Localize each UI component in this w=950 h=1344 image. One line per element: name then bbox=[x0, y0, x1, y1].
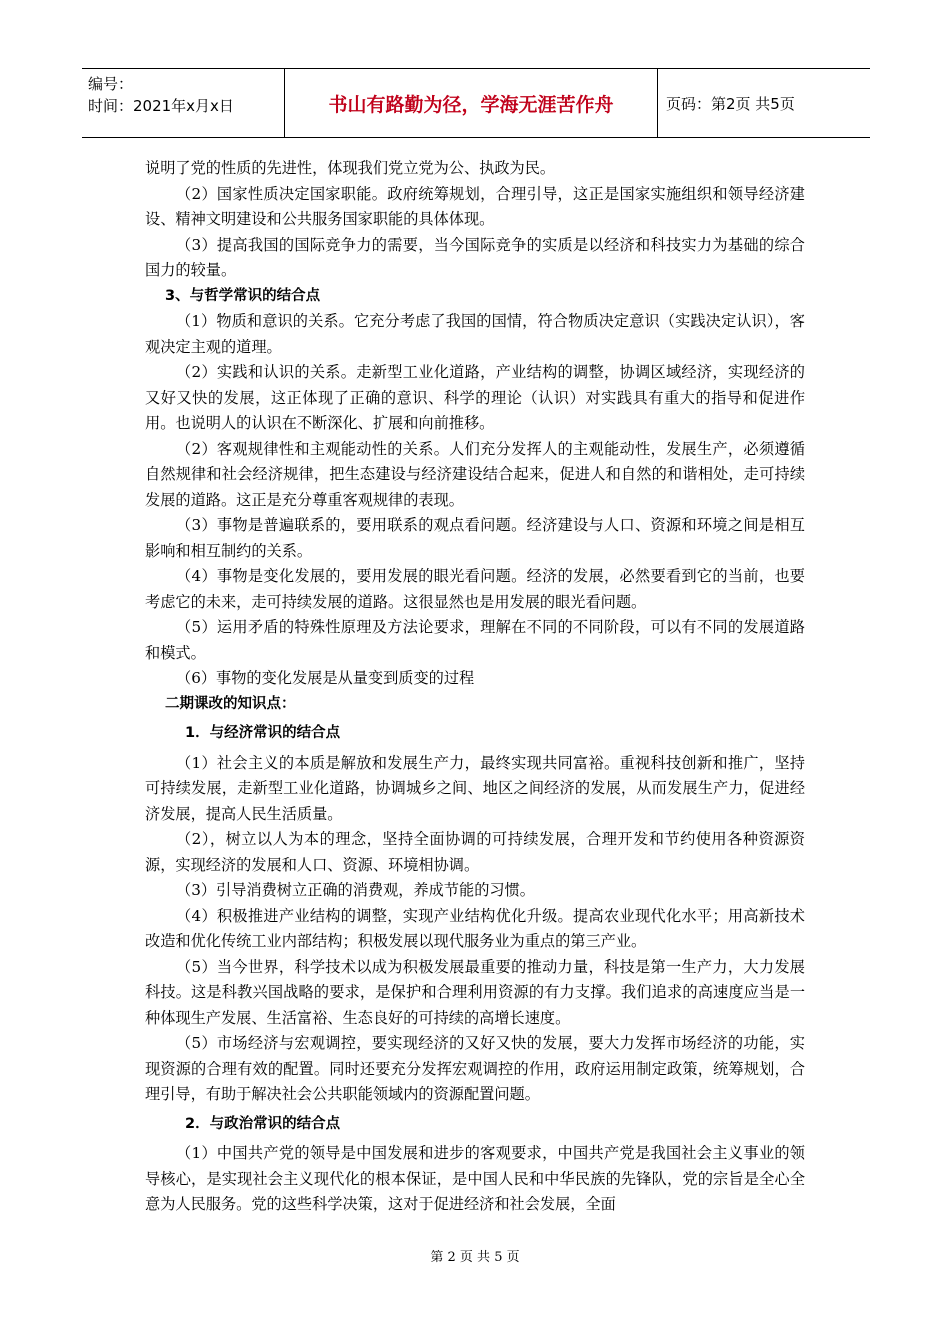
section-heading: 3、与哲学常识的结合点 bbox=[165, 287, 321, 304]
body-paragraph: （6）事物的变化发展是从量变到质变的过程 bbox=[176, 669, 475, 687]
header-page-label: 页码：第2页 共5页 bbox=[666, 94, 795, 113]
body-paragraph: （4）积极推进产业结构的调整，实现产业结构优化升级。提高农业现代化水平；用高新技术改造和优化传统工业内部结构；积极发展以现代服务业为重点的第三产业。 bbox=[145, 906, 805, 950]
subsection-heading: 1．与经济常识的结合点 bbox=[185, 725, 341, 741]
body-paragraph-continued: 说明了党的性质的先进性，体现我们党立党为公、执政为民。 bbox=[145, 159, 556, 177]
body-paragraph: （2）实践和认识的关系。走新型工业化道路，产业结构的调整，协调区域经济，实现经济的又好又快的发展，这正体现了正确的意识、科学的理论（认识）对实践具有重大的指导和促进作用。也说明人的认识在不断深化、扩展和向前推移。 bbox=[145, 363, 805, 432]
body-paragraph: （2），树立以人为本的理念，坚持全面协调的可持续发展，合理开发和节约使用各种资源资源，实现经济的发展和人口、资源、环境相协调。 bbox=[145, 830, 805, 874]
body-paragraph: （2）客观规律性和主观能动性的关系。人们充分发挥人的主观能动性，发展生产，必须遵循自然规律和社会经济规律，把生态建设与经济建设结合起来，促进人和自然的和谐相处，走可持续发展的道路。这正是充分尊重客观规律的表现。 bbox=[145, 439, 805, 509]
document-body bbox=[145, 156, 805, 1218]
body-paragraph: （5）当今世界，科学技术以成为积极发展最重要的推动力量，科技是第一生产力，大力发展科技。这是科教兴国战略的要求，是保护和合理利用资源的有力支撑。我们追求的高速度应当是一种体现生产发展、生活富裕、生态良好的可持续的高增长速度。 bbox=[145, 957, 805, 1027]
body-paragraph: （3）引导消费树立正确的消费观，养成节能的习惯。 bbox=[176, 881, 535, 899]
subsection-heading: 2．与政治常识的结合点 bbox=[185, 1115, 341, 1132]
body-paragraph: （5）市场经济与宏观调控，要实现经济的又好又快的发展，要大力发挥市场经济的功能，实现资源的合理有效的配置。同时还要充分发挥宏观调控的作用，政府运用制定政策，统筹规划，合理引导，有助于解决社会公共职能领域内的资源配置问题。 bbox=[145, 1034, 805, 1103]
body-paragraph: （1）中国共产党的领导是中国发展和进步的客观要求，中国共产党是我国社会主义事业的领导核心，是实现社会主义现代化的根本保证，是中国人民和中华民族的先锋队，党的宗旨是全心全意为人民服务。党的这些科学决策，这对于促进经济和社会发展，全面 bbox=[145, 1144, 805, 1213]
body-paragraph: （1）物质和意识的关系。它充分考虑了我国的国情，符合物质决定意识（实践决定认识），客观决定主观的道理。 bbox=[145, 312, 805, 356]
body-paragraph: （2）国家性质决定国家职能。政府统筹规划，合理引导，这正是国家实施组织和领导经济建设、精神文明建设和公共服务国家职能的具体体现。 bbox=[145, 184, 805, 228]
header-meta bbox=[82, 69, 284, 137]
body-paragraph: （4）事物是变化发展的，要用发展的眼光看问题。经济的发展，必然要看到它的当前，也要考虑它的未来，走可持续发展的道路。这很显然也是用发展的眼光看问题。 bbox=[145, 567, 805, 611]
document-date-label: 时间：2021年x月x日 bbox=[88, 97, 234, 115]
section-heading: 二期课改的知识点： bbox=[165, 695, 296, 712]
header-motto: 书山有路勤为径，学海无涯苦作舟 bbox=[284, 69, 658, 137]
body-paragraph: （5）运用矛盾的特殊性原理及方法论要求，理解在不同的不同阶段，可以有不同的发展道路和模式。 bbox=[145, 618, 805, 662]
page-footer: 第 2 页 共 5 页 bbox=[430, 1250, 520, 1265]
page-header bbox=[82, 68, 870, 138]
body-paragraph: （1）社会主义的本质是解放和发展生产力，最终实现共同富裕。重视科技创新和推广，坚持可持续发展，走新型工业化道路，协调城乡之间、地区之间经济的发展，从而发展生产力，促进经济发展，提高人民生活质量。 bbox=[145, 753, 805, 823]
document-number-label: 编号： bbox=[88, 75, 134, 93]
body-paragraph: （3）事物是普遍联系的，要用联系的观点看问题。经济建设与人口、资源和环境之间是相互影响和相互制约的关系。 bbox=[145, 516, 805, 560]
body-paragraph: （3）提高我国的国际竞争力的需要，当今国际竞争的实质是以经济和科技实力为基础的综合国力的较量。 bbox=[145, 235, 805, 279]
